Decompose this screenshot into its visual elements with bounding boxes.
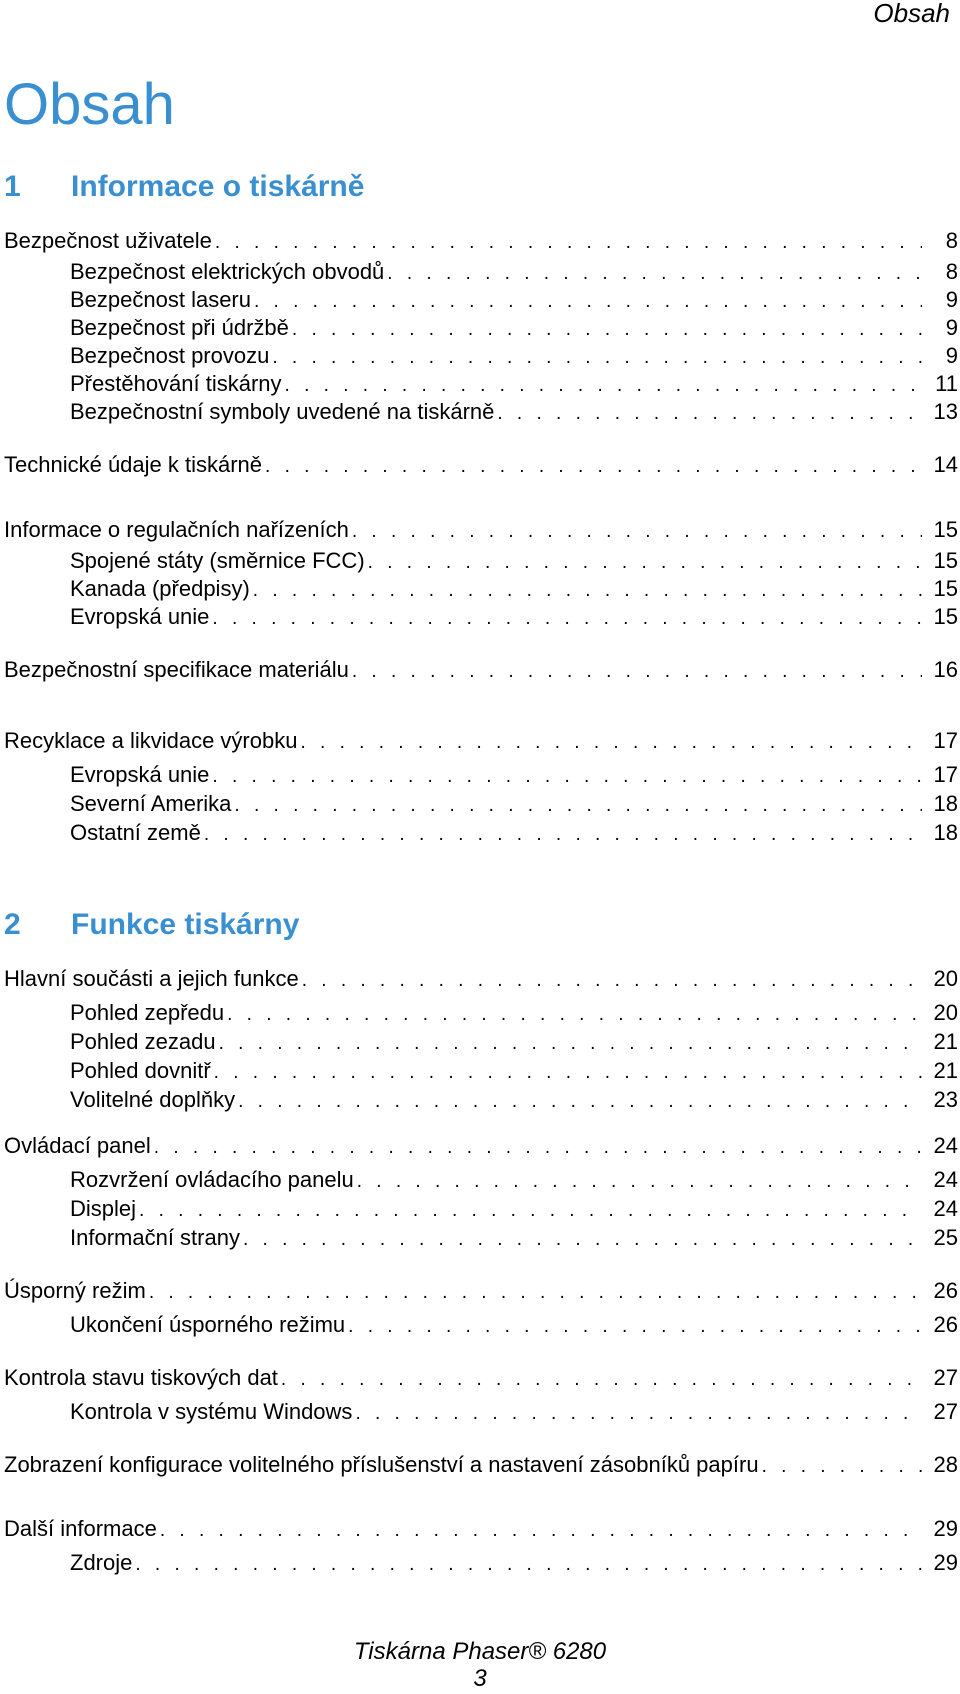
dot-leader [357, 1167, 922, 1197]
toc-entry-label: Přestěhování tiskárny [70, 371, 282, 396]
toc-entry-page: 13 [933, 399, 958, 424]
toc-entry[interactable] [70, 760, 958, 790]
toc-entry-page: 29 [933, 1550, 958, 1575]
toc-entry-label: Kontrola stavu tiskových dat [4, 1365, 278, 1390]
toc-entry-label: Bezpečnost provozu [70, 343, 270, 368]
toc-entry[interactable] [70, 574, 958, 604]
toc-entry-label: Ostatní země [70, 820, 201, 845]
toc-entry-label: Bezpečnost elektrických obvodů [70, 259, 385, 284]
toc-entry[interactable] [70, 341, 958, 371]
dot-leader [238, 1087, 922, 1117]
toc-entry[interactable] [4, 1363, 958, 1393]
toc-entry[interactable] [70, 257, 958, 287]
toc-entry[interactable] [70, 1223, 958, 1253]
toc-entry[interactable] [4, 1514, 958, 1544]
toc-entry-page: 23 [933, 1087, 958, 1112]
toc-entry-page: 9 [945, 343, 958, 368]
dot-leader [300, 728, 922, 758]
toc-entry-page: 20 [933, 966, 958, 991]
toc-entry-label: Kontrola v systému Windows [70, 1399, 353, 1424]
toc-entry-label: Volitelné doplňky [70, 1087, 236, 1112]
toc-entry-page: 15 [933, 604, 958, 629]
toc-entry-label: Zdroje [70, 1550, 133, 1575]
toc-entry-page: 28 [933, 1452, 958, 1477]
toc-entry-label: Pohled zezadu [70, 1029, 216, 1054]
toc-entry-label: Technické údaje k tiskárně [4, 452, 263, 477]
toc-entry[interactable] [70, 1027, 958, 1057]
toc-entry-label: Informace o regulačních nařízeních [4, 517, 349, 542]
toc-entry[interactable] [4, 655, 958, 685]
chapter-title: Informace o tiskárně [71, 170, 365, 203]
toc-entry-label: Hlavní součásti a jejich funkce [4, 966, 299, 991]
dot-leader [212, 604, 922, 634]
toc-entry-page: 15 [933, 517, 958, 542]
toc-entry[interactable] [4, 964, 958, 994]
toc-entry-page: 26 [933, 1278, 958, 1303]
toc-entry-page: 18 [933, 820, 958, 845]
toc-entry[interactable] [4, 1131, 958, 1161]
toc-entry-page: 9 [945, 315, 958, 340]
toc-entry-label: Úsporný režim [4, 1278, 146, 1303]
toc-entry[interactable] [70, 1548, 958, 1578]
dot-leader [352, 657, 922, 687]
toc-entry-page: 21 [933, 1058, 958, 1083]
toc-entry-page: 15 [933, 548, 958, 573]
toc-entry[interactable] [70, 1085, 958, 1115]
toc-entry-page: 15 [933, 576, 958, 601]
chapter-title: Funkce tiskárny [71, 908, 300, 941]
dot-leader [214, 1058, 922, 1088]
dot-leader [215, 228, 922, 258]
chapter-number: 1 [4, 170, 21, 203]
dot-leader [348, 1312, 922, 1342]
toc-entry-label: Ukončení úsporného režimu [70, 1312, 346, 1337]
dot-leader [212, 762, 922, 792]
toc-entry-label: Zobrazení konfigurace volitelného příslušenství a nastavení zásobníků papíru [4, 1452, 759, 1477]
toc-entry-label: Rozvržení ovládacího panelu [70, 1167, 354, 1192]
toc-entry-label: Bezpečnostní specifikace materiálu [4, 657, 349, 682]
dot-leader [265, 452, 922, 482]
dot-leader [302, 966, 922, 996]
toc-entry-page: 17 [933, 728, 958, 753]
dot-leader [762, 1452, 922, 1482]
toc-entry[interactable] [70, 1165, 958, 1195]
toc-entry[interactable] [70, 397, 958, 427]
dot-leader [355, 1399, 922, 1429]
toc-entry-page: 21 [933, 1029, 958, 1054]
toc-entry-page: 16 [933, 657, 958, 682]
toc-entry-label: Spojené státy (směrnice FCC) [70, 548, 365, 573]
footer-page-number: 3 [473, 1665, 487, 1692]
dot-leader [497, 399, 922, 429]
toc-entry[interactable] [70, 285, 958, 315]
dot-leader [281, 1365, 922, 1395]
dot-leader [219, 1029, 922, 1059]
toc-entry-label: Kanada (předpisy) [70, 576, 250, 601]
toc-entry[interactable] [70, 1056, 958, 1086]
document-title: Obsah [4, 72, 175, 137]
dot-leader [160, 1516, 922, 1546]
toc-entry-page: 8 [945, 228, 958, 253]
toc-entry[interactable] [4, 515, 958, 545]
toc-entry[interactable] [70, 998, 958, 1028]
toc-entry[interactable] [70, 602, 958, 632]
dot-leader [204, 820, 922, 850]
toc-entry[interactable] [70, 369, 958, 399]
toc-entry-page: 24 [933, 1133, 958, 1158]
running-header: Obsah [873, 0, 950, 28]
toc-entry-label: Ovládací panel [4, 1133, 151, 1158]
dot-leader [154, 1133, 922, 1163]
toc-entry-page: 14 [933, 452, 958, 477]
toc-entry[interactable] [70, 313, 958, 343]
dot-leader [352, 517, 922, 547]
toc-entry-page: 18 [933, 791, 958, 816]
toc-entry-page: 26 [933, 1312, 958, 1337]
toc-entry-label: Informační strany [70, 1225, 240, 1250]
toc-entry-label: Pohled dovnitř [70, 1058, 211, 1083]
dot-leader [227, 1000, 922, 1030]
toc-entry[interactable] [70, 789, 958, 819]
toc-entry[interactable] [70, 546, 958, 576]
toc-entry-label: Recyklace a likvidace výrobku [4, 728, 298, 753]
toc-entry-page: 29 [933, 1516, 958, 1541]
toc-entry[interactable] [70, 818, 958, 848]
toc-entry-label: Evropská unie [70, 604, 210, 629]
toc-entry-label: Pohled zepředu [70, 1000, 225, 1025]
toc-entry-page: 11 [935, 371, 958, 396]
toc-entry-page: 9 [945, 287, 958, 312]
toc-entry-page: 27 [933, 1399, 958, 1424]
toc-entry-label: Další informace [4, 1516, 157, 1541]
toc-entry[interactable] [4, 1450, 958, 1480]
dot-leader [135, 1550, 922, 1580]
toc-entry[interactable] [4, 726, 958, 756]
toc-entry-page: 24 [933, 1196, 958, 1221]
toc-entry-label: Severní Amerika [70, 791, 232, 816]
dot-leader [149, 1278, 922, 1308]
toc-entry[interactable] [70, 1397, 958, 1427]
toc-entry-label: Evropská unie [70, 762, 210, 787]
toc-entry-page: 25 [933, 1225, 958, 1250]
toc-entry-page: 17 [933, 762, 958, 787]
toc-entry[interactable] [70, 1194, 958, 1224]
toc-entry[interactable] [4, 226, 958, 256]
toc-entry-page: 8 [945, 259, 958, 284]
chapter-number: 2 [4, 908, 21, 941]
toc-entry-page: 20 [933, 1000, 958, 1025]
toc-entry[interactable] [4, 450, 958, 480]
dot-leader [234, 791, 922, 821]
toc-entry-label: Bezpečnost uživatele [4, 228, 212, 253]
page-footer [0, 1638, 960, 1692]
toc-entry-label: Bezpečnost laseru [70, 287, 251, 312]
dot-leader [243, 1225, 922, 1255]
footer-product-name: Tiskárna Phaser® 6280 [353, 1638, 607, 1665]
dot-leader [139, 1196, 922, 1226]
toc-entry-label: Bezpečnost při údržbě [70, 315, 289, 340]
toc-entry-label: Displej [70, 1196, 137, 1221]
toc-entry-page: 24 [933, 1167, 958, 1192]
toc-entry[interactable] [4, 1276, 958, 1306]
toc-entry[interactable] [70, 1310, 958, 1340]
toc-entry-page: 27 [933, 1365, 958, 1390]
toc-entry-label: Bezpečnostní symboly uvedené na tiskárně [70, 399, 495, 424]
